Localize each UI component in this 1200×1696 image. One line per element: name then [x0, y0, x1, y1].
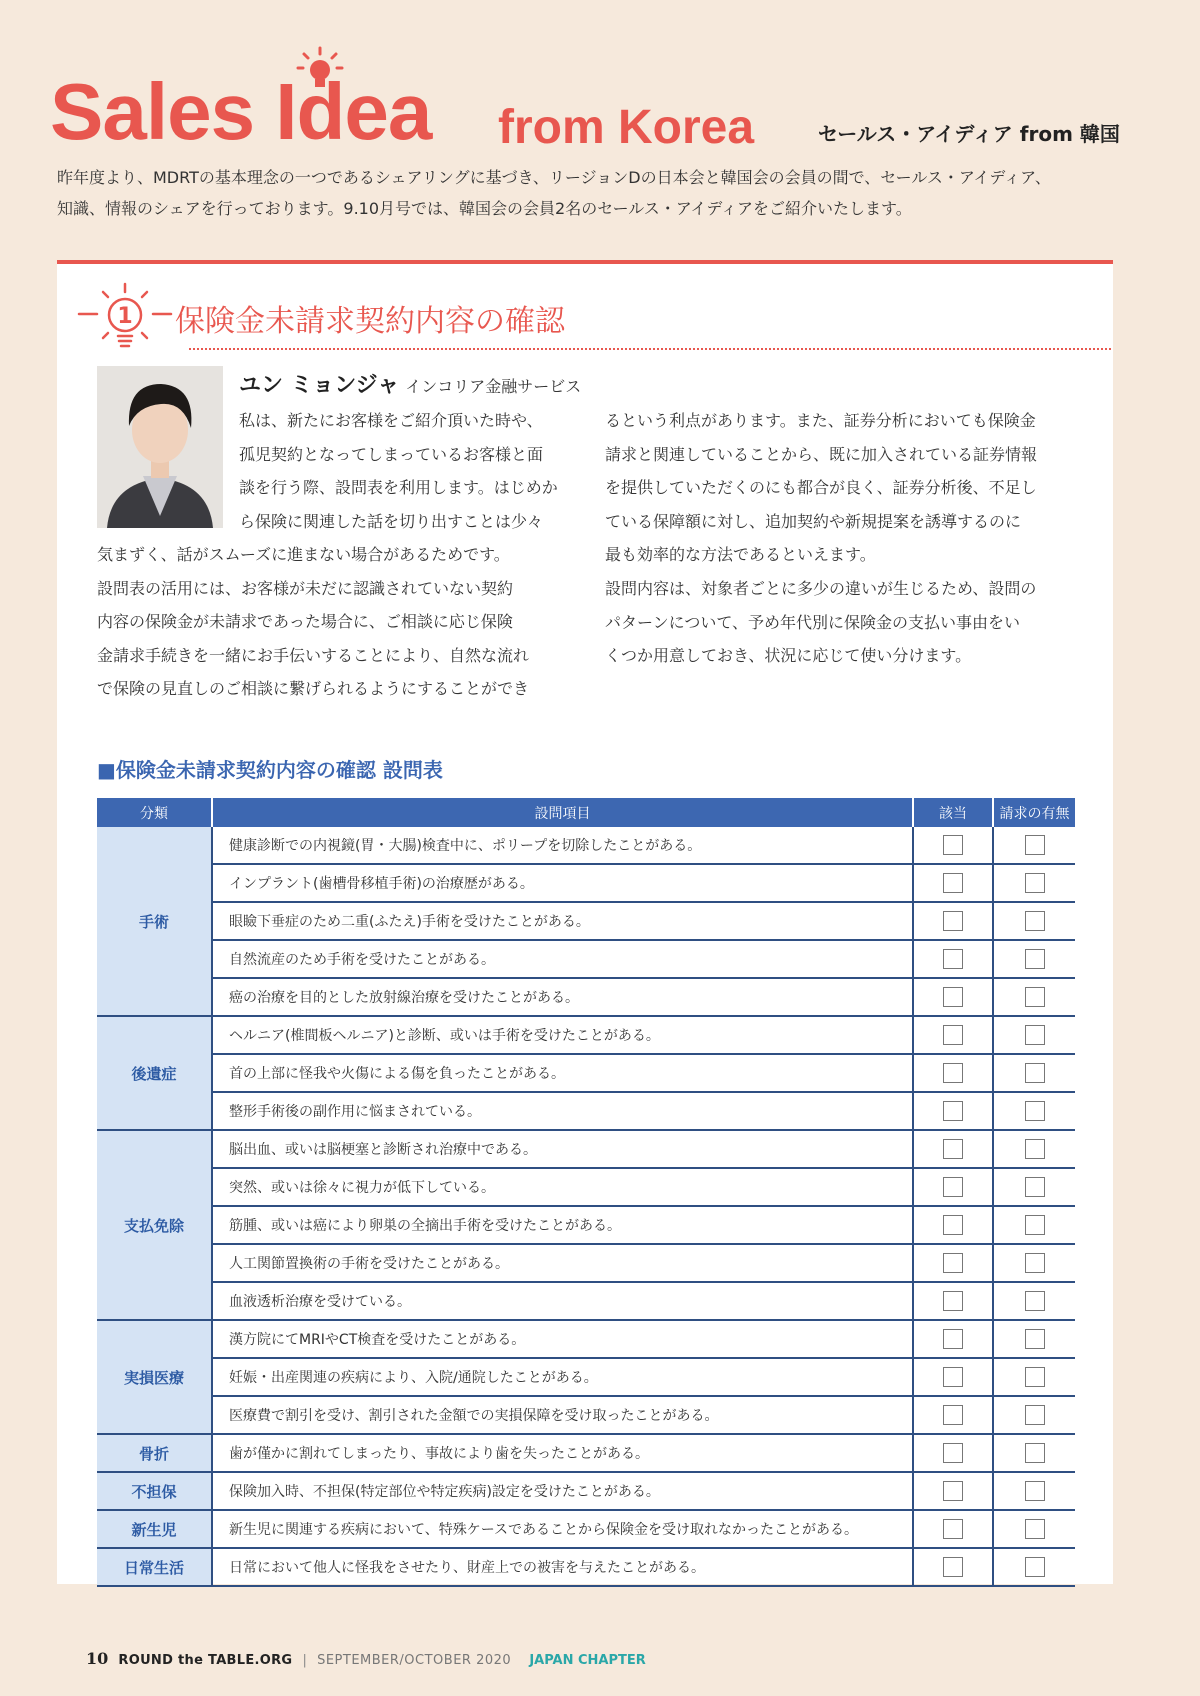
applicable-checkbox-cell	[913, 1016, 993, 1054]
table-row	[97, 978, 1075, 1016]
header-claimed: 請求の有無	[993, 798, 1075, 827]
question-cell: 医療費で割引を受け、割引された金額での実損保障を受け取ったことがある。	[212, 1396, 913, 1434]
table-row	[97, 1472, 1075, 1510]
applicable-checkbox[interactable]	[943, 1405, 963, 1425]
applicable-checkbox[interactable]	[943, 1025, 963, 1045]
question-cell: 歯が僅かに割れてしまったり、事故により歯を失ったことがある。	[212, 1434, 913, 1472]
applicable-checkbox-cell	[913, 1092, 993, 1130]
table-row	[97, 1244, 1075, 1282]
question-cell: 日常において他人に怪我をさせたり、財産上での被害を与えたことがある。	[212, 1548, 913, 1586]
claimed-checkbox-cell	[993, 940, 1075, 978]
applicable-checkbox[interactable]	[943, 1443, 963, 1463]
applicable-checkbox[interactable]	[943, 1253, 963, 1273]
question-cell: 突然、或いは徐々に視力が低下している。	[212, 1168, 913, 1206]
applicable-checkbox[interactable]	[943, 987, 963, 1007]
claimed-checkbox-cell	[993, 1434, 1075, 1472]
table-row	[97, 1320, 1075, 1358]
claimed-checkbox[interactable]	[1025, 835, 1045, 855]
header-applicable: 該当	[913, 798, 993, 827]
applicable-checkbox[interactable]	[943, 1139, 963, 1159]
category-cell: 手術	[97, 827, 212, 1016]
table-body	[97, 827, 1075, 1586]
claimed-checkbox-cell	[993, 1396, 1075, 1434]
question-cell: 健康診断での内視鏡(胃・大腸)検査中に、ポリープを切除したことがある。	[212, 827, 913, 864]
applicable-checkbox-cell	[913, 1244, 993, 1282]
question-cell: 妊娠・出産関連の疾病により、入院/通院したことがある。	[212, 1358, 913, 1396]
claimed-checkbox-cell	[993, 1282, 1075, 1320]
footer-separator: |	[302, 1653, 307, 1668]
applicable-checkbox-cell	[913, 864, 993, 902]
applicable-checkbox-cell	[913, 1472, 993, 1510]
claimed-checkbox[interactable]	[1025, 1063, 1045, 1083]
question-cell: 脳出血、或いは脳梗塞と診断され治療中である。	[212, 1130, 913, 1168]
author-photo	[97, 366, 223, 528]
claimed-checkbox[interactable]	[1025, 1215, 1045, 1235]
section-title: 保険金未請求契約内容の確認	[175, 304, 565, 339]
claimed-checkbox[interactable]	[1025, 987, 1045, 1007]
claimed-checkbox-cell	[993, 1244, 1075, 1282]
claimed-checkbox[interactable]	[1025, 911, 1045, 931]
body-column-left-top: 私は、新たにお客様をご紹介頂いた時や、 孤児契約となってしまっているお客様と面 談を行う際、設問表を利用します。はじめか ら保険に関連した話を切り出すことは少々	[239, 411, 558, 531]
category-cell: 不担保	[97, 1472, 212, 1510]
category-cell: 実損医療	[97, 1320, 212, 1434]
numbered-lightbulb-icon	[77, 282, 173, 352]
page-footer	[86, 1649, 646, 1668]
claimed-checkbox[interactable]	[1025, 1367, 1045, 1387]
question-cell: 血液透析治療を受けている。	[212, 1282, 913, 1320]
claimed-checkbox-cell	[993, 1472, 1075, 1510]
header-category: 分類	[97, 798, 212, 827]
claimed-checkbox-cell	[993, 1548, 1075, 1586]
applicable-checkbox[interactable]	[943, 1329, 963, 1349]
applicable-checkbox[interactable]	[943, 949, 963, 969]
category-cell: 骨折	[97, 1434, 212, 1472]
table-row	[97, 1358, 1075, 1396]
applicable-checkbox-cell	[913, 940, 993, 978]
claimed-checkbox-cell	[993, 827, 1075, 864]
section-heading	[77, 282, 1077, 352]
claimed-checkbox[interactable]	[1025, 1291, 1045, 1311]
applicable-checkbox-cell	[913, 978, 993, 1016]
chapter-name: JAPAN CHAPTER	[529, 1653, 646, 1668]
claimed-checkbox[interactable]	[1025, 873, 1045, 893]
author-company: インコリア金融サービス	[405, 377, 582, 396]
applicable-checkbox[interactable]	[943, 911, 963, 931]
applicable-checkbox-cell	[913, 1054, 993, 1092]
claimed-checkbox[interactable]	[1025, 1557, 1045, 1577]
claimed-checkbox-cell	[993, 1168, 1075, 1206]
question-cell: 保険加入時、不担保(特定部位や特定疾病)設定を受けたことがある。	[212, 1472, 913, 1510]
title-main: Sales Idea	[50, 67, 432, 156]
body-column-left: 気まずく、話がスムーズに進まない場合があるためです。 設問表の活用には、お客様が未だに認識されていない契約 内容の保険金が未請求であった場合に、ご相談に応じ保険 金請求手続きを一緒にお手伝いすることにより、自然な流れ で保険の見直しのご相談に繋げられるようにすることができ	[97, 545, 530, 699]
title-jp: セールス・アイディア from 韓国	[818, 122, 1120, 146]
category-cell: 新生児	[97, 1510, 212, 1548]
page-header	[50, 42, 1160, 156]
claimed-checkbox[interactable]	[1025, 1139, 1045, 1159]
site-name: ROUND the TABLE.ORG	[118, 1653, 293, 1668]
applicable-checkbox[interactable]	[943, 1101, 963, 1121]
applicable-checkbox-cell	[913, 1396, 993, 1434]
dotted-divider	[189, 348, 1111, 350]
question-cell: 眼瞼下垂症のため二重(ふたえ)手術を受けたことがある。	[212, 902, 913, 940]
claimed-checkbox-cell	[993, 1206, 1075, 1244]
claimed-checkbox[interactable]	[1025, 1101, 1045, 1121]
table-row	[97, 1396, 1075, 1434]
applicable-checkbox-cell	[913, 1206, 993, 1244]
applicable-checkbox-cell	[913, 1282, 993, 1320]
table-row	[97, 1510, 1075, 1548]
applicable-checkbox[interactable]	[943, 1519, 963, 1539]
claimed-checkbox[interactable]	[1025, 1405, 1045, 1425]
category-cell: 後遺症	[97, 1016, 212, 1130]
claimed-checkbox-cell	[993, 978, 1075, 1016]
table-row	[97, 940, 1075, 978]
table-header-row	[97, 798, 1075, 827]
question-cell: インプラント(歯槽骨移植手術)の治療歴がある。	[212, 864, 913, 902]
applicable-checkbox-cell	[913, 1434, 993, 1472]
table-row	[97, 1016, 1075, 1054]
claimed-checkbox[interactable]	[1025, 1519, 1045, 1539]
table-row	[97, 1282, 1075, 1320]
claimed-checkbox[interactable]	[1025, 949, 1045, 969]
header-question: 設問項目	[212, 798, 913, 827]
claimed-checkbox-cell	[993, 1510, 1075, 1548]
claimed-checkbox-cell	[993, 1320, 1075, 1358]
question-cell: 自然流産のため手術を受けたことがある。	[212, 940, 913, 978]
applicable-checkbox-cell	[913, 1358, 993, 1396]
body-column-right: るという利点があります。また、証券分析においても保険金 請求と関連していることから、既に加入されている証券情報 を提供していただくのにも都合が良く、証券分析後、不足し ている保障額に対し、追加契約や新規提案を誘導するのに 最も効率的な方法であるといえます。 設問内容は、対象者ごとに多少の違いが生じるため、設問の パターンについて、予め年代別に保険金の支払い事由をい くつか用意しておき、状況に応じて使い分けます。	[605, 411, 1038, 666]
table-row	[97, 1130, 1075, 1168]
claimed-checkbox-cell	[993, 1358, 1075, 1396]
applicable-checkbox[interactable]	[943, 1215, 963, 1235]
claimed-checkbox-cell	[993, 864, 1075, 902]
claimed-checkbox[interactable]	[1025, 1177, 1045, 1197]
table-row	[97, 1548, 1075, 1586]
svg-text:1: 1	[117, 304, 133, 329]
table-row	[97, 1168, 1075, 1206]
applicable-checkbox[interactable]	[943, 1063, 963, 1083]
table-row	[97, 1206, 1075, 1244]
applicable-checkbox[interactable]	[943, 1557, 963, 1577]
table-row	[97, 864, 1075, 902]
claimed-checkbox[interactable]	[1025, 1481, 1045, 1501]
claimed-checkbox[interactable]	[1025, 1025, 1045, 1045]
question-cell: 新生児に関連する疾病において、特殊ケースであることから保険金を受け取れなかったことがある。	[212, 1510, 913, 1548]
applicable-checkbox-cell	[913, 1548, 993, 1586]
question-cell: 人工関節置換術の手術を受けたことがある。	[212, 1244, 913, 1282]
applicable-checkbox[interactable]	[943, 835, 963, 855]
intro-text: 昨年度より、MDRTの基本理念の一つであるシェアリングに基づき、リージョンDの日本会と韓国会の会員の間で、セールス・アイディア、 知識、情報のシェアを行っております。9.10月号では、韓国会の会員2名のセールス・アイディアをご紹介いたします。	[57, 168, 1051, 218]
table-row	[97, 1092, 1075, 1130]
question-cell: 癌の治療を目的とした放射線治療を受けたことがある。	[212, 978, 913, 1016]
applicable-checkbox[interactable]	[943, 873, 963, 893]
claimed-checkbox-cell	[993, 1130, 1075, 1168]
applicable-checkbox-cell	[913, 1510, 993, 1548]
question-cell: ヘルニア(椎間板ヘルニア)と診断、或いは手術を受けたことがある。	[212, 1016, 913, 1054]
question-cell: 整形手術後の副作用に悩まされている。	[212, 1092, 913, 1130]
category-cell: 日常生活	[97, 1548, 212, 1586]
author-name: ユン ミョンジャ インコリア金融サービス	[239, 373, 582, 398]
question-cell: 首の上部に怪我や火傷による傷を負ったことがある。	[212, 1054, 913, 1092]
article-card	[57, 260, 1113, 1584]
table-row	[97, 1054, 1075, 1092]
applicable-checkbox[interactable]	[943, 1367, 963, 1387]
category-cell: 支払免除	[97, 1130, 212, 1320]
claimed-checkbox[interactable]	[1025, 1253, 1045, 1273]
applicable-checkbox[interactable]	[943, 1481, 963, 1501]
table-title: ■保険金未請求契約内容の確認 設問表	[97, 758, 443, 782]
issue-date: SEPTEMBER/OCTOBER 2020	[317, 1653, 512, 1668]
question-cell: 漢方院にてMRIやCT検査を受けたことがある。	[212, 1320, 913, 1358]
claimed-checkbox-cell	[993, 902, 1075, 940]
questionnaire-table	[97, 798, 1075, 1587]
claimed-checkbox[interactable]	[1025, 1443, 1045, 1463]
claimed-checkbox-cell	[993, 1016, 1075, 1054]
claimed-checkbox-cell	[993, 1092, 1075, 1130]
applicable-checkbox-cell	[913, 902, 993, 940]
table-row	[97, 1434, 1075, 1472]
claimed-checkbox[interactable]	[1025, 1329, 1045, 1349]
applicable-checkbox-cell	[913, 827, 993, 864]
applicable-checkbox[interactable]	[943, 1291, 963, 1311]
applicable-checkbox[interactable]	[943, 1177, 963, 1197]
title-sub: from Korea	[498, 101, 755, 154]
applicable-checkbox-cell	[913, 1130, 993, 1168]
claimed-checkbox-cell	[993, 1054, 1075, 1092]
page-number: 10	[86, 1649, 109, 1668]
applicable-checkbox-cell	[913, 1168, 993, 1206]
question-cell: 筋腫、或いは癌により卵巣の全摘出手術を受けたことがある。	[212, 1206, 913, 1244]
table-row	[97, 902, 1075, 940]
applicable-checkbox-cell	[913, 1320, 993, 1358]
table-row	[97, 827, 1075, 864]
